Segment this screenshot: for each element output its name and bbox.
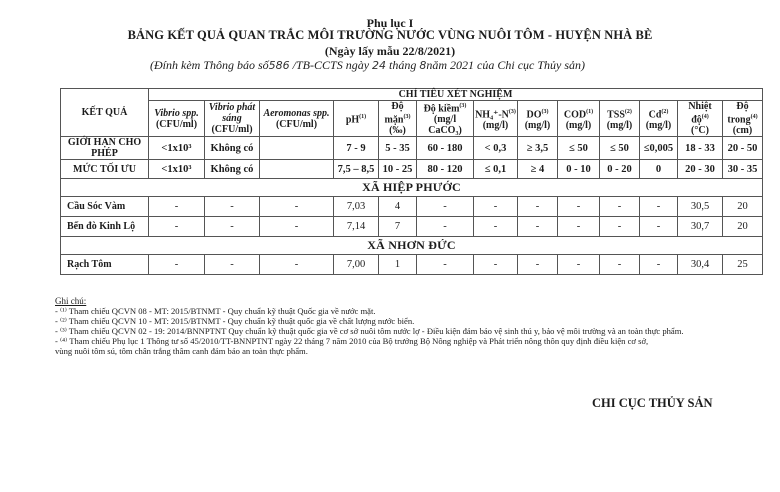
attachment-suffix: năm 2021 của Chi cục Thủy sản) [426, 58, 586, 72]
measurement-value: 30,7 [678, 217, 723, 237]
column-footnote: (1) [359, 114, 367, 120]
limit-value: 0 - 20 [600, 160, 640, 179]
attachment-line [150, 58, 585, 73]
notice-day: 24 [372, 59, 387, 72]
measurement-value: - [600, 197, 640, 217]
column-footnote: (4) [701, 114, 709, 120]
column-name: Độ mặn [384, 101, 404, 126]
limit-value [260, 137, 334, 160]
limit-value: 18 - 33 [678, 137, 723, 160]
column-unit: (CFU/ml) [275, 118, 318, 130]
limit-value: <1x10³ [149, 160, 205, 179]
limit-value: Không có [205, 137, 260, 160]
measurement-value: - [474, 217, 518, 237]
column-header [417, 101, 474, 137]
measurement-value: - [149, 217, 205, 237]
signer-agency: CHI CỤC THỦY SẢN [592, 396, 713, 410]
measurement-value: 30,4 [678, 255, 723, 275]
limit-row [61, 137, 763, 160]
column-header [640, 101, 678, 137]
column-footnote: (2) [624, 108, 632, 115]
measurement-value: 1 [379, 255, 417, 275]
column-unit: (mg/l) [482, 119, 509, 131]
measurement-value: - [149, 255, 205, 275]
measurement-value: - [518, 255, 558, 275]
column-footnote: (3) [459, 103, 467, 109]
measurement-value: - [558, 255, 600, 275]
column-unit: (cm) [732, 125, 753, 137]
column-name: Vibrio spp. [154, 107, 199, 119]
measurement-value: - [558, 217, 600, 237]
table-row [61, 217, 763, 237]
limit-value: 0 - 10 [558, 160, 600, 179]
measurement-value: - [474, 255, 518, 275]
column-header [678, 101, 723, 137]
document-title: BẢNG KẾT QUẢ QUAN TRẮC MÔI TRƯỜNG NƯỚC VÙNG NUÔI TÔM - HUYỆN NHÀ BÈ [127, 28, 653, 42]
section-title: XÃ NHƠN ĐỨC [61, 237, 763, 255]
result-column-header: KẾT QUẢ [61, 89, 149, 137]
measurement-value: - [640, 255, 678, 275]
limit-value [260, 160, 334, 179]
note-item: vùng nuôi tôm sú, tôm chân trắng thâm canh đảm bảo an toàn thực phẩm. [55, 346, 308, 356]
limit-value: 10 - 25 [379, 160, 417, 179]
limit-value: ≤ 0,1 [474, 160, 518, 179]
measurement-value: - [417, 197, 474, 217]
table-header-row [61, 89, 763, 101]
column-header [600, 101, 640, 137]
column-header [334, 101, 379, 137]
column-header [379, 101, 417, 137]
column-name: Cd [648, 108, 662, 120]
column-unit: (CFU/ml) [155, 118, 198, 130]
measurement-value: - [474, 197, 518, 217]
results-table [60, 88, 763, 275]
measurement-value: - [640, 197, 678, 217]
column-name: NH₄⁺-N [475, 108, 509, 120]
column-footnote: (2) [661, 108, 669, 115]
limit-value: 30 - 35 [723, 160, 763, 179]
column-unit: (mg/l) [524, 119, 551, 131]
measurement-value: - [260, 217, 334, 237]
limit-value: 7,5 – 8,5 [334, 160, 379, 179]
column-header [558, 101, 600, 137]
measurement-value: - [205, 255, 260, 275]
note-item: - ⁽³⁾ Tham chiếu QCVN 02 - 19: 2014/BNNPTNT Quy chuẩn kỹ thuật quốc gia về cơ sở nuôi tôm nước lợ - Điều kiện đảm bảo vệ sinh thú y, bảo vệ môi trường và an toàn thực phẩm. [55, 326, 684, 336]
row-label: GIỚI HẠN CHO PHÉP [61, 137, 149, 160]
note-item: - ⁽⁴⁾ Tham chiếu Phụ lục 1 Thông tư số 45/2010/TT-BNNPTNT ngày 22 tháng 7 năm 2010 của Bộ trưởng Bộ Nông nghiệp và Phát triển nông thôn quy định điều kiện cơ sở, [55, 336, 649, 346]
table-row [61, 197, 763, 217]
column-unit: (mg/l) [645, 119, 672, 131]
limit-row [61, 160, 763, 179]
limit-value: 5 - 35 [379, 137, 417, 160]
location-name: Cầu Sóc Vàm [61, 197, 149, 217]
limit-value: < 0,3 [474, 137, 518, 160]
sampling-date: (Ngày lấy mẫu 22/8/2021) [324, 44, 456, 58]
location-name: Rạch Tôm [61, 255, 149, 275]
notice-number: 586 [268, 59, 290, 72]
measurement-value: - [260, 255, 334, 275]
notice-month: 8 [419, 59, 427, 72]
column-header [205, 101, 260, 137]
limit-value: 80 - 120 [417, 160, 474, 179]
measurement-value: 7,03 [334, 197, 379, 217]
measurement-value: - [558, 197, 600, 217]
section-row [61, 179, 763, 197]
table-header-row [61, 101, 763, 137]
location-name: Bến đò Kinh Lộ [61, 217, 149, 237]
limit-value: ≥ 4 [518, 160, 558, 179]
column-name: TSS [607, 108, 625, 120]
measurement-value: 7 [379, 217, 417, 237]
measurement-value: 4 [379, 197, 417, 217]
measurement-value: 30,5 [678, 197, 723, 217]
measurement-value: - [417, 217, 474, 237]
measurement-value: - [518, 217, 558, 237]
column-footnote: (4) [750, 114, 758, 120]
column-header [149, 101, 205, 137]
measurement-value: - [149, 197, 205, 217]
limit-value: ≥ 3,5 [518, 137, 558, 160]
measurement-value: - [640, 217, 678, 237]
note-item: - ⁽²⁾ Tham chiếu QCVN 10 - MT: 2015/BTNMT - Quy chuẩn kỹ thuật quốc gia về chất lượng nước biển. [55, 316, 415, 326]
measurement-value: - [600, 255, 640, 275]
limit-value: ≤ 50 [600, 137, 640, 160]
limit-value: 0 [640, 160, 678, 179]
attachment-mid1: /TB-CCTS ngày [292, 58, 370, 72]
limit-value: <1x10³ [149, 137, 205, 160]
measurement-value: - [260, 197, 334, 217]
column-name: Nhiệt độ [688, 101, 712, 126]
measurement-value: 7,14 [334, 217, 379, 237]
column-footnote: (3) [541, 108, 549, 115]
limit-value: ≤0,005 [640, 137, 678, 160]
measurement-value: - [205, 197, 260, 217]
limit-value: 60 - 180 [417, 137, 474, 160]
limit-value: ≤ 50 [558, 137, 600, 160]
measurement-value: 20 [723, 217, 763, 237]
limit-value: 20 - 30 [678, 160, 723, 179]
measurement-value: 20 [723, 197, 763, 217]
column-unit: (CFU/ml) [211, 124, 253, 136]
section-row [61, 237, 763, 255]
column-name: Độ kiềm [423, 103, 460, 115]
table-row [61, 255, 763, 275]
section-title: XÃ HIỆP PHƯỚC [61, 179, 763, 197]
notes-heading: Ghi chú: [55, 296, 87, 306]
column-footnote: (3) [403, 114, 411, 120]
limit-value: 7 - 9 [334, 137, 379, 160]
attachment-prefix: (Đính kèm Thông báo số [150, 58, 269, 72]
measurement-value: 7,00 [334, 255, 379, 275]
note-item: - ⁽¹⁾ Tham chiếu QCVN 08 - MT: 2015/BTNMT - Quy chuẩn kỹ thuật Quốc gia về nước mặt. [55, 306, 376, 316]
measurement-value: 25 [723, 255, 763, 275]
row-label: MỨC TỐI ƯU [61, 160, 149, 179]
column-unit: (mg/l CaCO₃) [428, 114, 462, 137]
column-name: Độ trong [727, 101, 751, 126]
column-header [723, 101, 763, 137]
column-unit: (°C) [691, 125, 709, 137]
appendix-label: Phụ lục I [366, 16, 414, 30]
limit-value: 20 - 50 [723, 137, 763, 160]
column-name: Aeromonas spp. [263, 107, 330, 119]
column-name: COD [563, 108, 587, 120]
measurement-value: - [205, 217, 260, 237]
notes-block [55, 296, 755, 356]
attachment-mid2: tháng [389, 58, 417, 72]
column-header [474, 101, 518, 137]
column-name: pH [345, 114, 360, 126]
column-unit: (mg/l) [565, 119, 592, 131]
measurement-value: - [600, 217, 640, 237]
measurement-value: - [518, 197, 558, 217]
group-header: CHỈ TIÊU XÉT NGHIỆM [149, 89, 763, 101]
column-name: Vibrio phát sáng [208, 102, 256, 125]
column-header [518, 101, 558, 137]
measurement-value: - [417, 255, 474, 275]
column-unit: (mg/l) [606, 119, 633, 131]
column-name: DO [526, 108, 542, 120]
limit-value: Không có [205, 160, 260, 179]
column-footnote: (1) [586, 108, 594, 115]
column-footnote: (3) [508, 108, 516, 115]
column-unit: (‰) [389, 125, 406, 137]
column-header [260, 101, 334, 137]
